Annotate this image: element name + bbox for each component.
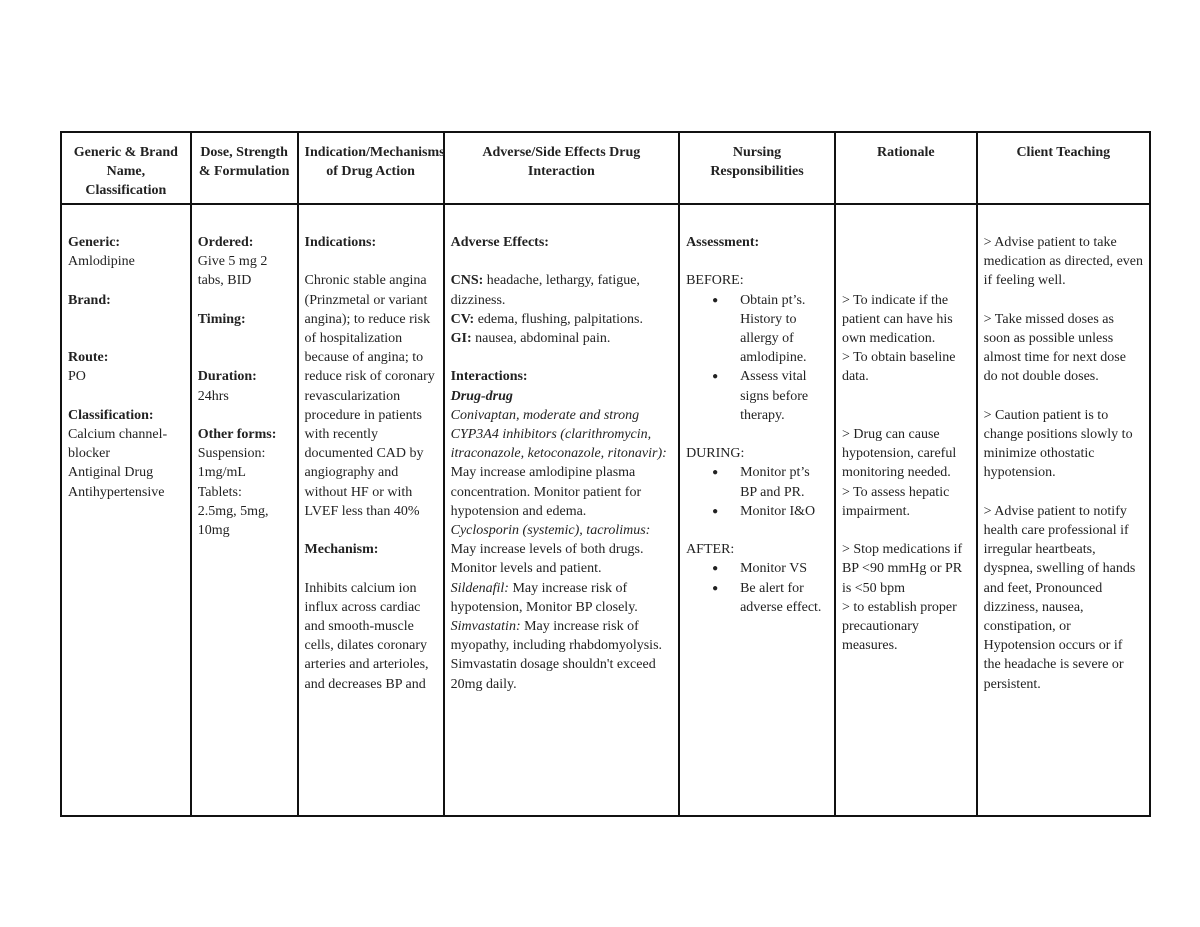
cell-dose: [191, 204, 298, 816]
interaction-item: Simvastatin: May increase risk of myopathy, including rhabdomyolysis. Simvastatin dosage shouldn't exceed 20mg daily.: [450, 619, 663, 692]
classification-label: Classification:: [68, 407, 154, 423]
assessment-label: Assessment:: [686, 235, 760, 250]
list-item: ● Monitor VS: [740, 559, 828, 578]
header-indication: Indication/Mechanisms of Drug Action: [298, 132, 444, 204]
interaction-item: Cyclosporin (systemic), tacrolimus: May increase levels of both drugs. Monitor levels and patient.: [450, 523, 651, 577]
list-item: ● Assess vital signs before therapy.: [740, 367, 828, 425]
rationale-item: > Drug can cause hypotension, careful monitoring needed.: [841, 426, 957, 481]
during-list: [686, 463, 828, 521]
after-list: [686, 559, 828, 617]
other-forms-line: 2.5mg, 5mg, 10mg: [197, 503, 269, 538]
rationale-item: > Stop medications if BP <90 mmHg or PR is <50 bpm: [841, 542, 963, 596]
gi-effects: GI: nausea, abdominal pain.: [450, 331, 611, 346]
other-forms-line: Tablets:: [197, 484, 242, 500]
header-teaching: Client Teaching: [977, 132, 1150, 204]
list-item: ● Be alert for adverse effect.: [740, 579, 828, 617]
other-forms-label: Other forms:: [197, 426, 277, 442]
drug-study-table: [60, 131, 1151, 817]
ordered-label: Ordered:: [197, 235, 254, 250]
generic-label: Generic:: [68, 235, 121, 250]
brand-label: Brand:: [68, 292, 111, 308]
header-dose: Dose, Strength & Formulation: [191, 132, 298, 204]
classification-item: Calcium channel-blocker: [68, 426, 168, 462]
cv-effects: CV: edema, flushing, palpitations.: [450, 311, 643, 327]
cell-generic: [61, 204, 191, 816]
other-forms-line: Suspension:: [197, 446, 266, 462]
duration-value: 24hrs: [197, 388, 229, 404]
classification-item: Antihypertensive: [68, 484, 165, 500]
header-adverse: Adverse/Side Effects Drug Interaction: [444, 132, 679, 204]
rationale-item: > To indicate if the patient can have his own medication.: [841, 292, 953, 346]
interaction-item: Conivaptan, moderate and strong CYP3A4 inhibitors (clarithromycin, itraconazole, ketoconazole, ritonavir): May increase amlodipine plasma concentration. Monitor patient for hypotension and edema.: [450, 407, 667, 519]
teaching-item: > Advise patient to notify health care professional if irregular heartbeats, dyspnea, swelling of hands and feet, Pronounced dizziness, nausea, constipation, or Hypotension occurs or if the headache is severe or persistent.: [983, 503, 1136, 692]
classification-item: Antiginal Drug: [68, 465, 154, 481]
during-label: DURING:: [686, 446, 745, 462]
duration-label: Duration:: [197, 369, 257, 385]
before-label: BEFORE:: [686, 273, 744, 289]
cns-effects: CNS: headache, lethargy, fatigue, dizziness.: [450, 273, 640, 308]
cell-rationale: [835, 204, 977, 816]
content-row: [61, 204, 1150, 816]
teaching-item: > Advise patient to take medication as directed, even if feeling well.: [983, 235, 1144, 289]
header-generic: Generic & Brand Name, Classification: [61, 132, 191, 204]
route-value: PO: [68, 369, 86, 385]
list-item: ● Monitor I&O: [740, 502, 828, 521]
teaching-item: > Caution patient is to change positions slowly to minimize othostatic hypotension.: [983, 407, 1133, 481]
before-list: [686, 291, 828, 425]
interaction-item: Sildenafil: May increase risk of hypotension, Monitor BP closely.: [450, 580, 638, 615]
header-rationale: Rationale: [835, 132, 977, 204]
indications-text: Chronic stable angina (Prinzmetal or variant angina); to reduce risk of hospitalization because of angina; to reduce risk of coronary revascularization procedure in patients with recently documented CAD by angiography and without HF or with LVEF less than 40%: [304, 273, 435, 519]
list-item: ● Monitor pt’s BP and PR.: [740, 463, 828, 501]
other-forms-line: 1mg/mL: [197, 465, 246, 481]
indications-label: Indications:: [304, 235, 377, 250]
route-label: Route:: [68, 350, 109, 366]
interactions-label: Interactions:: [450, 369, 528, 385]
teaching-item: > Take missed doses as soon as possible unless almost time for next dose do not double doses.: [983, 311, 1126, 385]
rationale-item: > to establish proper precautionary measures.: [841, 599, 957, 654]
mechanism-label: Mechanism:: [304, 542, 379, 558]
mechanism-text: Inhibits calcium ion influx across cardiac and smooth-muscle cells, dilates coronary arteries and arterioles, and decreases BP and: [304, 580, 429, 692]
cell-indication: [298, 204, 444, 816]
header-row: [61, 132, 1150, 204]
after-label: AFTER:: [686, 542, 735, 558]
cell-teaching: [977, 204, 1150, 816]
generic-name: Amlodipine: [68, 254, 135, 270]
rationale-item: > To assess hepatic impairment.: [841, 484, 950, 519]
list-item: ● Obtain pt’s. History to allergy of amlodipine.: [740, 291, 828, 368]
ordered-value: Give 5 mg 2 tabs, BID: [197, 254, 268, 289]
adverse-label: Adverse Effects:: [450, 235, 549, 250]
timing-label: Timing:: [197, 311, 246, 327]
cell-adverse: [444, 204, 679, 816]
cell-nursing: [679, 204, 835, 816]
rationale-item: > To obtain baseline data.: [841, 350, 956, 385]
drug-drug-label: Drug-drug: [450, 388, 513, 404]
header-nursing: Nursing Responsibilities: [679, 132, 835, 204]
